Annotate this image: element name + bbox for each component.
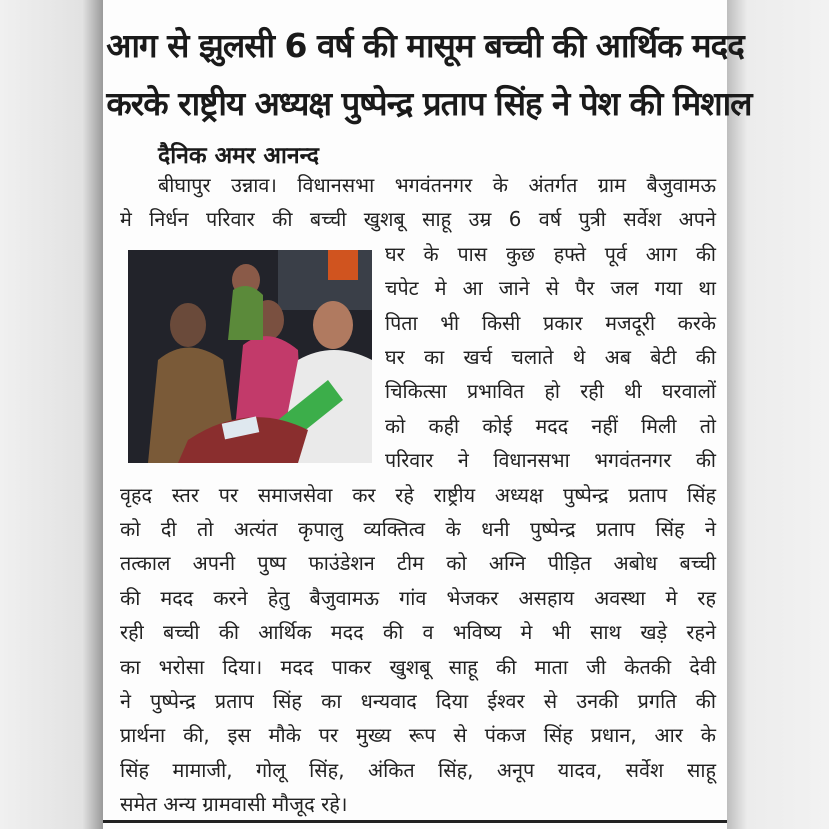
newspaper-clipping <box>103 0 752 829</box>
body-line: समेत अन्य ग्रामवासी मौजूद रहे। <box>120 792 348 816</box>
body-line: को दी तो अत्यंत कृपालु व्यक्तित्व के धनी पुष्पेन्द्र प्रताप सिंह ने <box>120 517 716 541</box>
body-line: परिवार ने विधानसभा भगवंतनगर की <box>385 448 716 472</box>
body-line: प्रार्थना की, इस मौके पर मुख्य रूप से पंकज सिंह प्रधान, आर के <box>120 723 716 747</box>
body-line: चपेट मे आ जाने से पैर जल गया था <box>385 276 716 300</box>
body-line: पिता भी किसी प्रकार मजदूरी करके <box>385 311 716 335</box>
body-line: चिकित्सा प्रभावित हो रही थी घरवालों <box>385 379 716 403</box>
body-line: मे निर्धन परिवार की बच्ची खुशबू साहू उम्र 6 वर्ष पुत्री सर्वेश अपने <box>120 207 716 231</box>
byline: दैनिक अमर आनन्द <box>158 143 319 169</box>
bottom-rule <box>103 820 727 823</box>
body-line: रही बच्ची की आर्थिक मदद की व भविष्य मे भी साथ खड़े रहने <box>120 620 716 644</box>
body-line: वृहद स्तर पर समाजसेवा कर रहे राष्ट्रीय अध्यक्ष पुष्पेन्द्र प्रताप सिंह <box>120 483 716 507</box>
body-line: की मदद करने हेतु बैजुवामऊ गांव भेजकर असहाय अवस्था मे रह <box>120 586 716 610</box>
body-line: ने पुष्पेन्द्र प्रताप सिंह का धन्यवाद दिया ईश्वर से उनकी प्रगति की <box>120 689 716 713</box>
news-photo <box>128 250 372 463</box>
headline-line-2: करके राष्ट्रीय अध्यक्ष पुष्पेन्द्र प्रताप सिंह ने पेश की मिशाल <box>106 84 752 123</box>
background-left <box>0 0 103 829</box>
body-line: तत्काल अपनी पुष्प फाउंडेशन टीम को अग्नि पीड़ित अबोध बच्ची <box>120 551 716 575</box>
body-line: बीघापुर उन्नाव। विधानसभा भगवंतनगर के अंतर्गत ग्राम बैजुवामऊ <box>158 173 716 197</box>
body-line: घर के पास कुछ हफ्ते पूर्व आग की <box>385 242 716 266</box>
body-line: सिंह मामाजी, गोलू सिंह, अंकित सिंह, अनूप यादव, सर्वेश साहू <box>120 758 716 782</box>
body-line: को कही कोई मदद नहीं मिली तो <box>385 414 716 438</box>
body-line: का भरोसा दिया। मदद पाकर खुशबू साहू की माता जी केतकी देवी <box>120 655 716 679</box>
body-line: घर का खर्च चलाते थे अब बेटी की <box>385 345 716 369</box>
photo-people-scene <box>128 250 372 463</box>
headline-line-1: आग से झुलसी 6 वर्ष की मासूम बच्ची की आर्थिक मदद <box>106 26 744 65</box>
